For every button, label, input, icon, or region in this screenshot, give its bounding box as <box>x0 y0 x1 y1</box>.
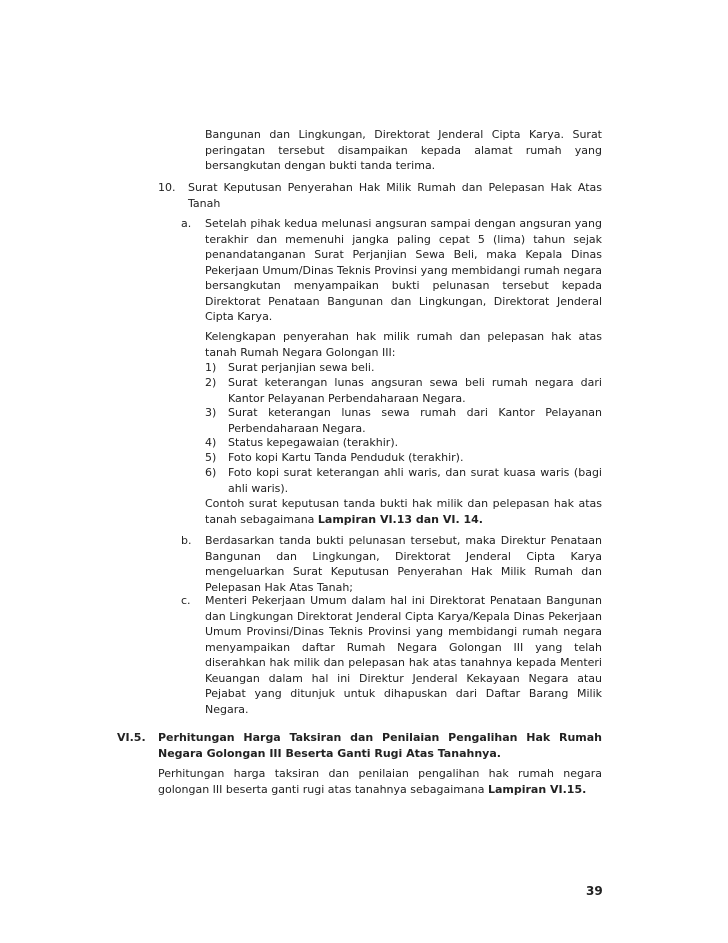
section-title: Perhitungan Harga Taksiran dan Penilaian Pengalihan Hak Rumah Negara Golongan III Beserta Ganti Rugi Atas Tanahnya. <box>158 731 602 760</box>
sub-item-c-text: Menteri Pekerjaan Umum dalam hal ini Direktorat Penataan Bangunan dan Lingkungan Direktorat Jenderal Cipta Karya/Kepala Dinas Pekerjaan Umum Provinsi/Dinas Teknis Provinsi yang membidangi rumah negara menyampaikan daftar Rumah Negara Golongan III yang telah diserahkan hak milik dan pelepasan hak atas tanahnya kepada Menteri Keuangan dalam hal ini Direktur Jenderal Kekayaan Negara atau Pejabat yang ditunjuk untuk dihapuskan dari Daftar Barang Milik Negara. <box>205 594 602 716</box>
doc-item-3-number: 3) <box>205 406 217 419</box>
section-number: VI.5. <box>117 731 146 744</box>
sub-item-c-label: c. <box>181 594 191 607</box>
doc-item-6-text: Foto kopi surat keterangan ahli waris, dan surat kuasa waris (bagi ahli waris). <box>228 466 602 495</box>
sub-item-b-label: b. <box>181 534 192 547</box>
doc-item-4-text: Status kepegawaian (terakhir). <box>228 436 399 449</box>
doc-item-6-number: 6) <box>205 466 217 479</box>
sub-item-a-text: Setelah pihak kedua melunasi angsuran sampai dengan angsuran yang terakhir dan memenuhi jangka paling cepat 5 (lima) tahun sejak penandatanganan Surat Perjanjian Sewa Beli, maka Kepala Dinas Pekerjaan Umum/Dinas Teknis Provinsi yang membidangi rumah negara bersangkutan menyampaikan bukti pelunasan tersebut kepada Direktorat Penataan Bangunan dan Lingkungan, Direktorat Jenderal Cipta Karya. <box>205 217 602 323</box>
doc-item-1-text: Surat perjanjian sewa beli. <box>228 361 375 374</box>
example-paragraph <box>205 496 602 527</box>
doc-item-5-number: 5) <box>205 451 217 464</box>
page-number: 39 <box>586 884 603 898</box>
example-reference: Lampiran VI.13 dan VI. 14. <box>317 512 483 526</box>
intro-continuation: Bangunan dan Lingkungan, Direktorat Jenderal Cipta Karya. Surat peringatan tersebut disampaikan kepada alamat rumah yang bersangkutan dengan bukti tanda terima. <box>205 128 602 172</box>
doc-item-2-number: 2) <box>205 376 217 389</box>
doc-item-4-number: 4) <box>205 436 217 449</box>
doc-item-5-text: Foto kopi Kartu Tanda Penduduk (terakhir). <box>228 451 464 464</box>
section-vi5-body <box>158 766 602 797</box>
doc-item-2-text: Surat keterangan lunas angsuran sewa beli rumah negara dari Kantor Pelayanan Perbendaharaan Negara. <box>228 376 602 405</box>
docs-intro: Kelengkapan penyerahan hak milik rumah dan pelepasan hak atas tanah Rumah Negara Golongan III: <box>205 330 602 359</box>
sub-item-a-label: a. <box>181 217 192 230</box>
doc-item-3-text: Surat keterangan lunas sewa rumah dari Kantor Pelayanan Perbendaharaan Negara. <box>228 406 602 435</box>
item-10-title: Surat Keputusan Penyerahan Hak Milik Rumah dan Pelepasan Hak Atas Tanah <box>188 181 602 210</box>
sub-item-b-text: Berdasarkan tanda bukti pelunasan tersebut, maka Direktur Penataan Bangunan dan Lingkungan, Direktorat Jenderal Cipta Karya mengeluarkan Surat Keputusan Penyerahan Hak Milik Rumah dan Pelepasan Hak Atas Tanah; <box>205 534 602 594</box>
item-10-number: 10. <box>158 181 176 194</box>
example-text: Contoh surat keputusan tanda bukti hak milik dan pelepasan hak atas tanah sebagaimana <box>205 497 602 526</box>
doc-item-1-number: 1) <box>205 361 217 374</box>
section-body-text: Perhitungan harga taksiran dan penilaian pengalihan hak rumah negara golongan III beserta ganti rugi atas tanahnya sebagaimana <box>158 767 602 796</box>
section-body-reference: Lampiran VI.15. <box>487 782 587 796</box>
